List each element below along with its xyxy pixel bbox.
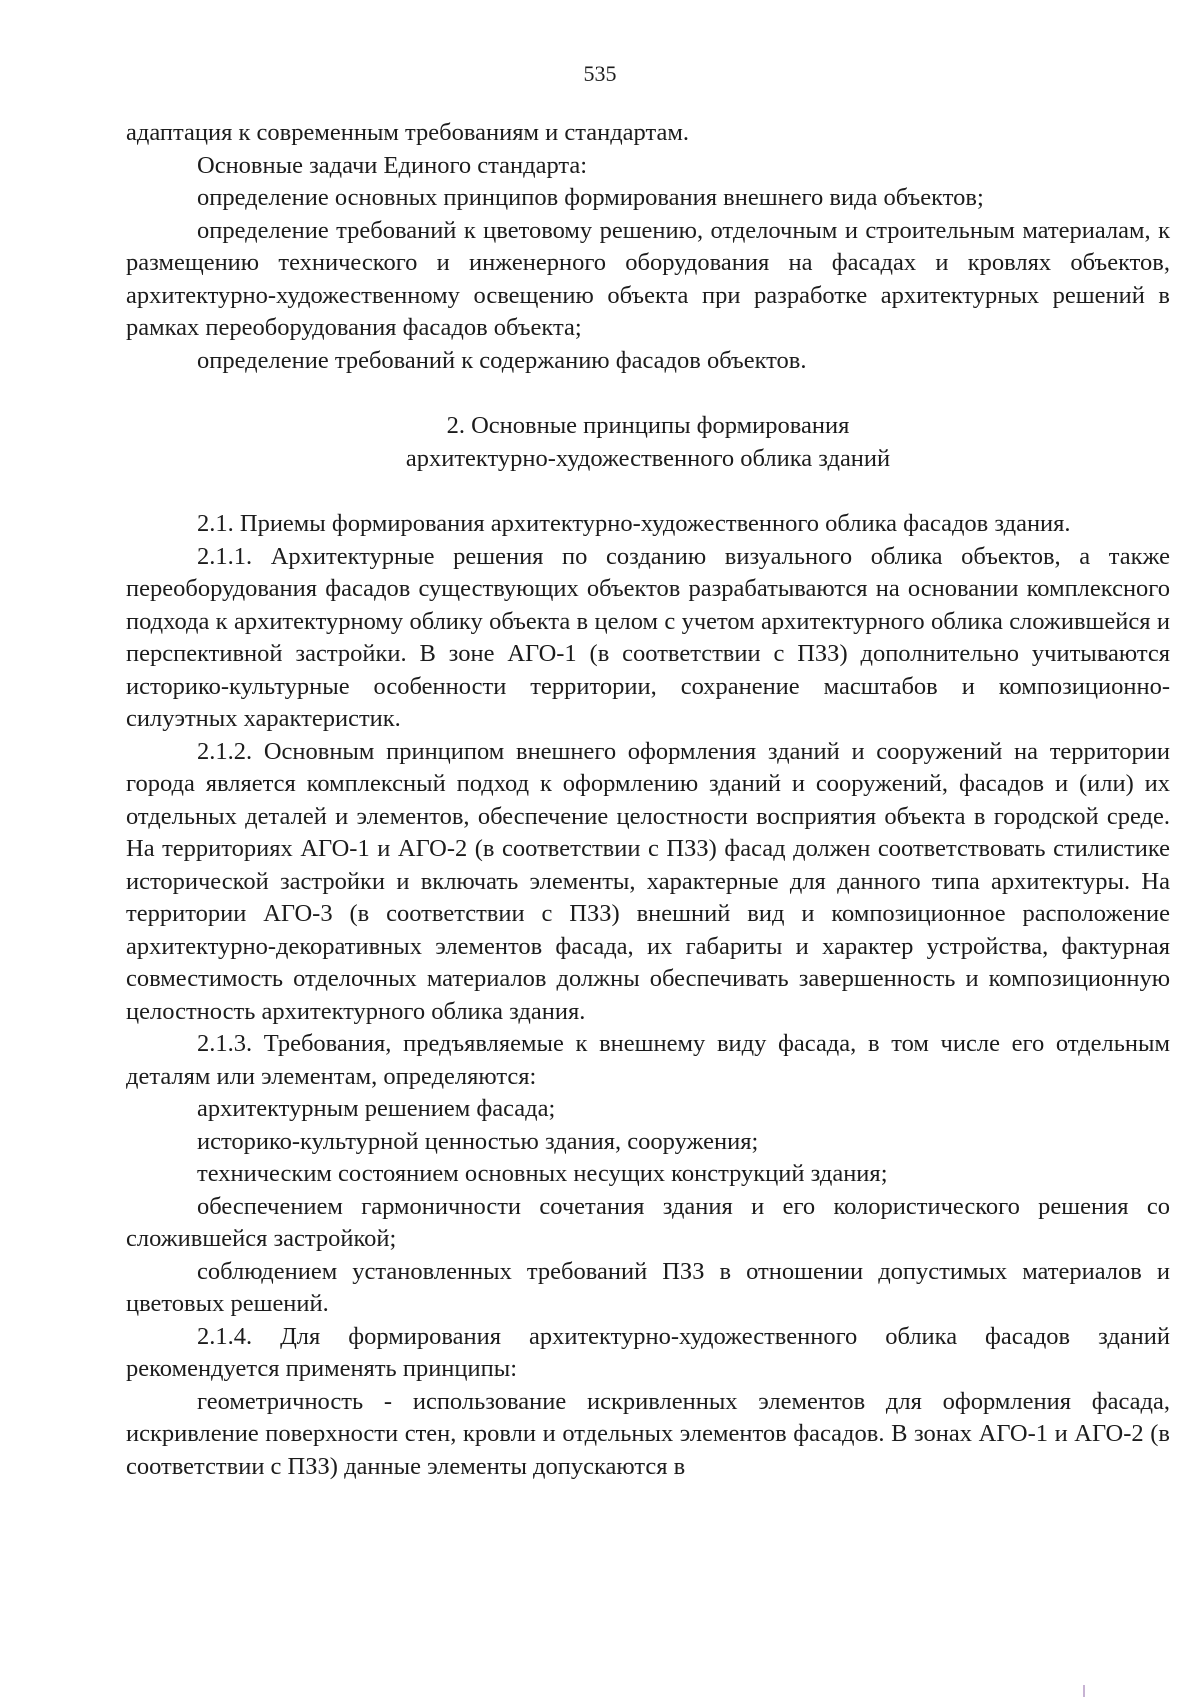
list-item-technical-state: техническим состоянием основных несущих конструкций здания;	[197, 1160, 888, 1187]
paragraph-intro-continuation: адаптация к современным требованиям и стандартам.	[126, 119, 689, 146]
paragraph-task-2: определение требований к цветовому решению, отделочным и строительным материалам, к размещению технического и инженерного оборудования на фасадах и кровлях объектов, архитектурно-художественному освещению объекта при разработке архитектурных решений в рамках переоборудования фасадов объекта;	[126, 216, 1170, 341]
paragraph-2-1-4: 2.1.4. Для формирования архитектурно-художественного облика фасадов зданий рекомендуется применять принципы:	[126, 1322, 1170, 1382]
section-heading-line-1: 2. Основные принципы формирования	[446, 412, 850, 439]
paragraph-2-1-2: 2.1.2. Основным принципом внешнего оформления зданий и сооружений на территории города является комплексный подход к оформлению зданий и сооружений, фасадов и (или) их отдельных деталей и элементов, обеспечение целостности восприятия объекта в городской среде. На территориях АГО-1 и АГО-2 (в соответствии с ПЗЗ) фасад должен соответствовать стилистике исторической застройки и включать элементы, характерные для данного типа архитектуры. На территории АГО-3 (в соответствии с ПЗЗ) внешний вид и композиционное расположение архитектурно-декоративных элементов фасада, их габариты и характер устройства, фактурная совместимость отделочных материалов должны обеспечивать завершенность и композиционную целостность архитектурного облика здания.	[126, 737, 1170, 1025]
paragraph-2-1-1: 2.1.1. Архитектурные решения по созданию визуального облика объектов, а также переоборудования фасадов существующих объектов разрабатываются на основании комплексного подхода к архитектурному облику объекта в целом с учетом архитектурного облика сложившейся и перспективной застройки. В зоне АГО-1 (в соответствии с ПЗЗ) дополнительно учитываются историко-культурные особенности территории, сохранение масштабов и композиционно-силуэтных характеристик.	[126, 542, 1170, 732]
spacer	[126, 377, 1170, 410]
spacer	[126, 475, 1170, 508]
section-heading-line-2: архитектурно-художественного облика зданий	[405, 444, 891, 472]
list-item-cultural-value: историко-культурной ценностью здания, сооружения;	[197, 1127, 759, 1155]
list-item-compliance: соблюдением установленных требований ПЗЗ в отношении допустимых материалов и цветовых решений.	[126, 1257, 1170, 1317]
paragraph-task-1: определение основных принципов формирования внешнего вида объектов;	[197, 184, 984, 211]
paragraph-tasks-intro: Основные задачи Единого стандарта:	[197, 151, 588, 179]
paragraph-2-1-3: 2.1.3. Требования, предъявляемые к внешнему виду фасада, в том числе его отдельным деталям или элементам, определяются:	[126, 1030, 1170, 1090]
list-item-geometricity: геометричность - использование искривленных элементов для оформления фасада, искривление поверхности стен, кровли и отдельных элементов фасадов. В зонах АГО-1 и АГО-2 (в соответствии с ПЗЗ) данные элементы допускаются в	[126, 1387, 1170, 1480]
paragraph-2-1: 2.1. Приемы формирования архитектурно-художественного облика фасадов здания.	[197, 510, 1071, 537]
scan-edge-mark	[1083, 1685, 1085, 1697]
document-body	[126, 117, 1170, 1483]
list-item-harmony: обеспечением гармоничности сочетания здания и его колористического решения со сложившейся застройкой;	[126, 1192, 1170, 1252]
list-item-architectural-solution: архитектурным решением фасада;	[197, 1095, 556, 1122]
paragraph-task-3: определение требований к содержанию фасадов объектов.	[197, 346, 807, 374]
page-number: 535	[583, 61, 617, 86]
